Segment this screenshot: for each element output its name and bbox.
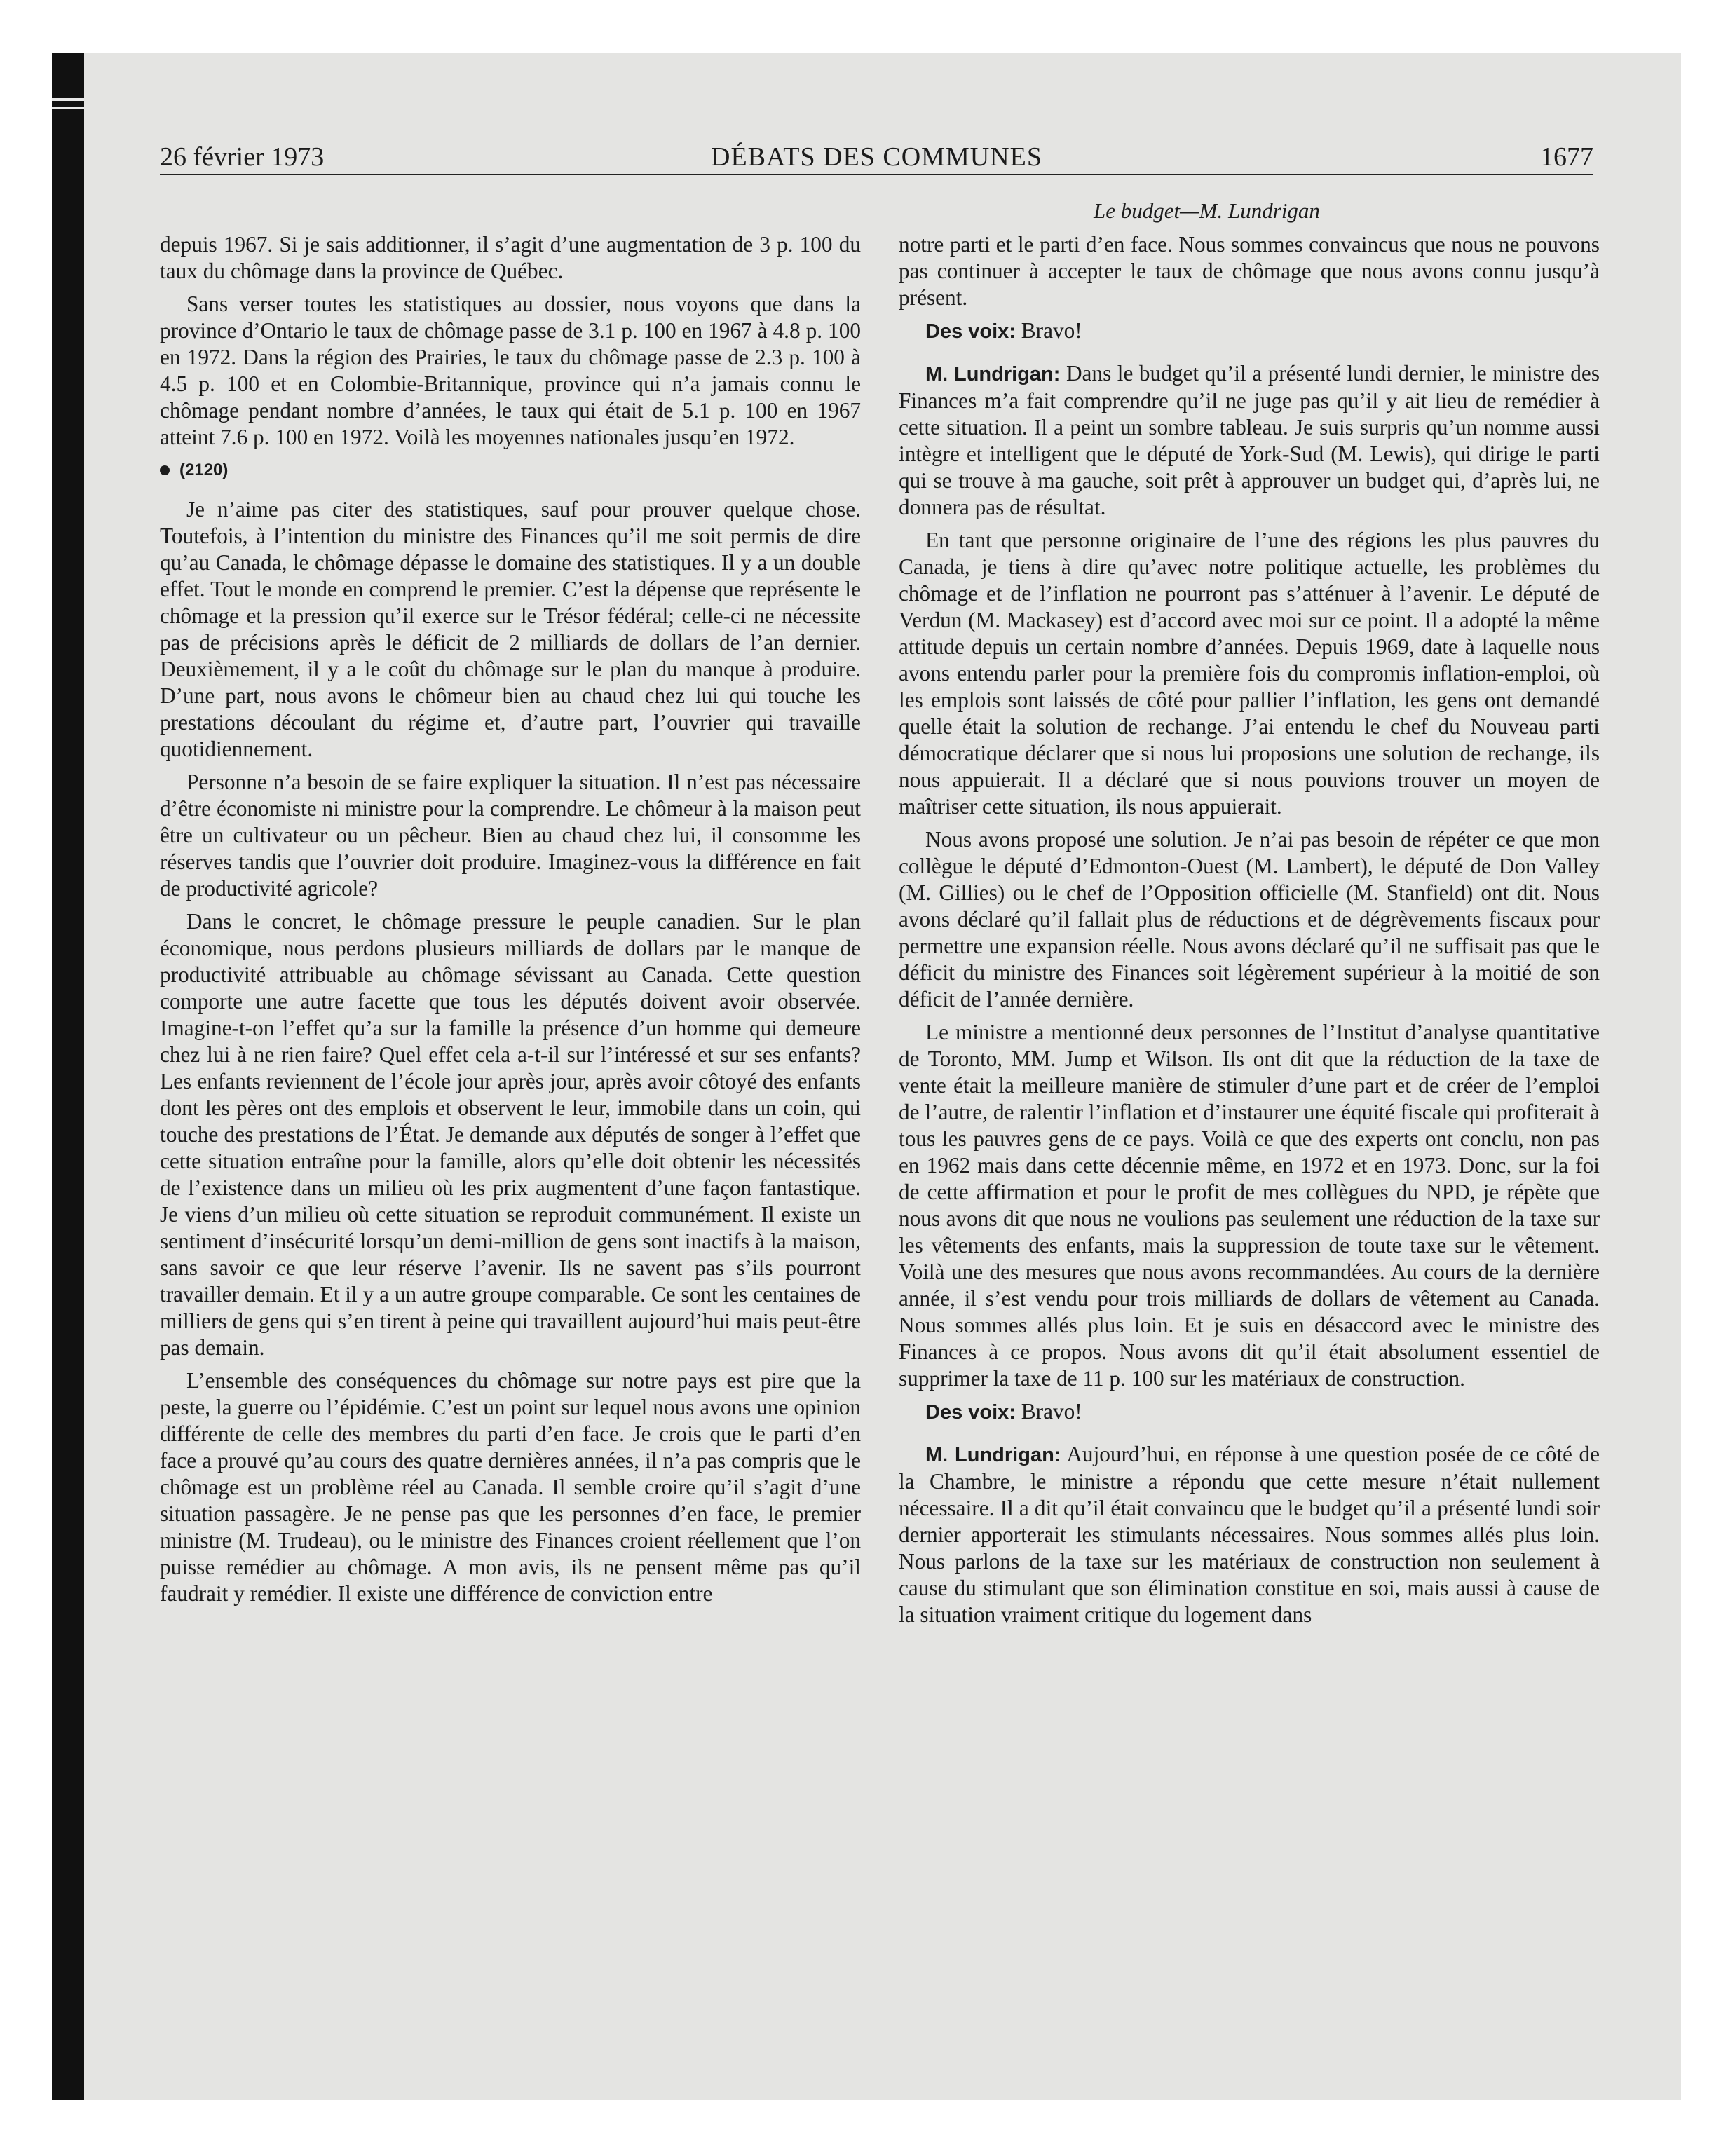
bullet-icon <box>160 465 170 475</box>
interjection-text: Bravo! <box>1015 318 1082 343</box>
paragraph: Personne n’a besoin de se faire expliquer la situation. Il n’est pas nécessaire d’être économiste ni ministre pour la comprendre. Le chômeur à la maison peut être un cultivateur ou un pêcheur. Bien au chaud chez lui, il consomme les réserves tandis que l’ouvrier doit produire. Imaginez-vous la différence en fait de productivité agricole? <box>160 770 861 901</box>
paragraph: Nous avons proposé une solution. Je n’ai pas besoin de répéter ce que mon collègue le député d’Edmonton-Ouest (M. Lambert), le député de Don Valley (M. Gillies) ou le chef de l’Opposition officielle (M. Stanfield) ont dit. Nous avons déclaré qu’il fallait plus de réductions et de dégrèvements fiscaux pour permettre une expansion réelle. Nous avons déclaré qu’il ne suffisait pas que le déficit du ministre des Finances soit légèrement supérieur à la moitié de son déficit de l’année dernière. <box>899 827 1600 1011</box>
time-marker-label: (2120) <box>179 460 229 479</box>
speech-text: Dans le budget qu’il a présenté lundi dernier, le ministre des Finances m’a fait comprendre qu’il ne juge pas qu’il y ait lieu de remédier à cette situation. Il a peint un sombre tableau. Je suis surpris qu’un nomme aussi intègre et intelligent que le député de York-Sud (M. Lewis), qui dirige le parti qui se trouve à ma gauche, soit prêt à approuver un budget qui, d’après lui, ne donnera pas de résultat. <box>899 361 1600 519</box>
time-marker <box>160 457 861 484</box>
paragraph: En tant que personne originaire de l’une des régions les plus pauvres du Canada, je tiens à dire qu’avec notre politique actuelle, les problèmes du chômage et de l’inflation ne pourront pas s’atténuer à l’avenir. Le député de Verdun (M. Mackasey) est d’accord avec moi sur ce point. Il a adopté la même attitude depuis un certain nombre d’années. Depuis 1969, date à laquelle nous avons entendu parler pour la première fois du compromis inflation-emploi, où les emplois sont laissés de côté pour pallier l’inflation, les gens ont demandé quelle était la solution de rechange. J’ai entendu le chef du Nouveau parti démocratique déclarer que si nous lui proposions une solution de rechange, ils nous appuierait. Il a déclaré que si nous pouvions trouver un moyen de maîtriser cette situation, ils nous appuierait. <box>899 528 1600 819</box>
paragraph: Dans le concret, le chômage pressure le peuple canadien. Sur le plan économique, nous perdons plusieurs milliards de dollars par le manque de productivité attribuable au chômage sévissant au Canada. Cette question comporte une autre facette que tous les députés doivent avoir observée. Imagine-t-on l’effet qu’a sur la famille la présence d’un homme qui demeure chez lui à ne rien faire? Quel effet cela a-t-il sur l’intéressé et sur ses enfants? Les enfants reviennent de l’école jour après jour, après avoir côtoyé des enfants dont les pères ont des emplois et observent le leur, immobile dans un coin, qui touche des prestations de l’État. Je demande aux députés de songer à l’effet que cette situation entraîne pour la famille, alors qu’elle doit obtenir les nécessités de l’existence dans un milieu où les prix augmentent d’une façon fantastique. Je viens d’un milieu où cette situation se reproduit communément. Il existe un sentiment d’insécurité lorsqu’un demi-million de gens sont inactifs à la maison, sans savoir ce que leur réserve l’avenir. Ils ne savent pas s’ils pourront travailler demain. Et il y a un autre groupe comparable. Ce sont les centaines de milliers de gens qui s’en tirent à peine qui travaillent aujourd’hui mais peut-être pas demain. <box>160 909 861 1360</box>
paragraph: depuis 1967. Si je sais additionner, il s’agit d’une augmentation de 3 p. 100 du taux du chômage dans la province de Québec. <box>160 232 861 283</box>
scan-edge-notch <box>52 107 84 109</box>
speaker-label: Des voix: <box>925 320 1016 343</box>
header-page-number: 1677 <box>1540 142 1593 172</box>
right-column <box>899 231 1600 1635</box>
header-title: DÉBATS DES COMMUNES <box>711 142 1042 172</box>
paragraph: Je n’aime pas citer des statistiques, sauf pour prouver quelque chose. Toutefois, à l’intention du ministre des Finances qu’il me soit permis de dire qu’au Canada, le chômage dépasse le domaine des statistiques. Il y a un double effet. Tout le monde en comprend le premier. C’est la dépense que représente le chômage et la pression qu’il exerce sur le Trésor fédéral; celle-ci ne nécessite pas de précisions après le déficit de 2 milliards de dollars de l’an dernier. Deuxièmement, il y a le coût du chômage sur le plan du manque à produire. D’une part, nous avons le chômeur bien au chaud chez lui qui touche les prestations découlant du régime et, d’autre part, l’ouvrier qui travaille quotidiennement. <box>160 497 861 761</box>
paragraph: L’ensemble des conséquences du chômage sur notre pays est pire que la peste, la guerre ou l’épidémie. C’est un point sur lequel nous avons une opinion différente de celle des membres du parti d’en face. Je crois que le parti d’en face a prouvé qu’au cours des quatre dernières années, il n’a pas compris que le chômage est un problème réel au Canada. Il semble croire qu’il s’agit d’une situation passagère. Je ne pense pas que les personnes d’en face, le premier ministre (M. Trudeau), ou le ministre des Finances croient réellement que l’on puisse remédier au chômage. A mon avis, ils ne pensent même pas qu’il faudrait y remédier. Il existe une différence de conviction entre <box>160 1368 861 1606</box>
interjection <box>899 1398 1600 1426</box>
scan-edge-notch <box>52 98 84 101</box>
speaker-label: M. Lundrigan: <box>925 1444 1061 1466</box>
running-head: Le budget—M. Lundrigan <box>1094 198 1320 223</box>
scan-edge-bar <box>52 53 84 2100</box>
paragraph: Le ministre a mentionné deux personnes de l’Institut d’analyse quantitative de Toronto, MM. Jump et Wilson. Ils ont dit que la réduction de la taxe de vente était la meilleure manière de stimuler d’une part et de créer de l’emploi de l’autre, de ralentir l’inflation et d’instaurer une équité fiscale qui profiterait à tous les pauvres gens de ce pays. Voilà ce que des experts ont conclu, non pas en 1962 mais dans cette décennie même, en 1972 et en 1973. Donc, sur la foi de cette affirmation et pour le profit de mes collègues du NPD, je répète que nous avons dit que nous ne voulions pas seulement une réduction de la taxe sur les vêtements des enfants, mais la suppression de toute taxe sur le vêtement. Voilà une des mesures que nous avons recommandées. Au cours de la dernière année, il s’est vendu pour trois milliards de dollars de vêtement au Canada. Nous sommes allés plus loin. Et je suis en désaccord avec le ministre des Finances à ce propos. Nous avons dit qu’il était absolument essentiel de supprimer la taxe de 11 p. 100 sur les matériaux de construction. <box>899 1020 1600 1391</box>
speech <box>899 1441 1600 1628</box>
page-header <box>160 140 1593 175</box>
paragraph: Sans verser toutes les statistiques au dossier, nous voyons que dans la province d’Ontario le taux de chômage passe de 3.1 p. 100 en 1967 à 4.8 p. 100 en 1972. Dans la région des Prairies, le taux du chômage passe de 2.3 p. 100 à 4.5 p. 100 et en Colombie-Britannique, province qui n’a jamais connu le chômage pendant nombre d’années, le taux qui était de 5.1 p. 100 en 1967 atteint 7.6 p. 100 en 1972. Voilà les moyennes nationales jusqu’en 1972. <box>160 292 861 449</box>
speaker-label: M. Lundrigan: <box>925 363 1061 386</box>
speech <box>899 360 1600 521</box>
speech-text: Aujourd’hui, en réponse à une question posée de ce côté de la Chambre, le ministre a répondu que cette mesure n’était nullement nécessaire. Il a dit qu’il était convaincu que le budget qu’il a présenté lundi soir dernier apporterait les stimulants nécessaires. Nous sommes allés plus loin. Nous parlons de la taxe sur les matériaux de construction non seulement à cause du stimulant que son élimination constitue en soi, mais aussi à cause de la situation vraiment critique du logement dans <box>899 1442 1600 1627</box>
interjection-text: Bravo! <box>1015 1399 1082 1424</box>
header-date: 26 février 1973 <box>160 142 325 172</box>
interjection <box>899 318 1600 345</box>
speaker-label: Des voix: <box>925 1401 1016 1424</box>
paragraph: notre parti et le parti d’en face. Nous sommes convaincus que nous ne pouvons pas continuer à accepter le taux de chômage que nous avons connu jusqu’à présent. <box>899 232 1600 310</box>
left-column <box>160 231 861 1613</box>
